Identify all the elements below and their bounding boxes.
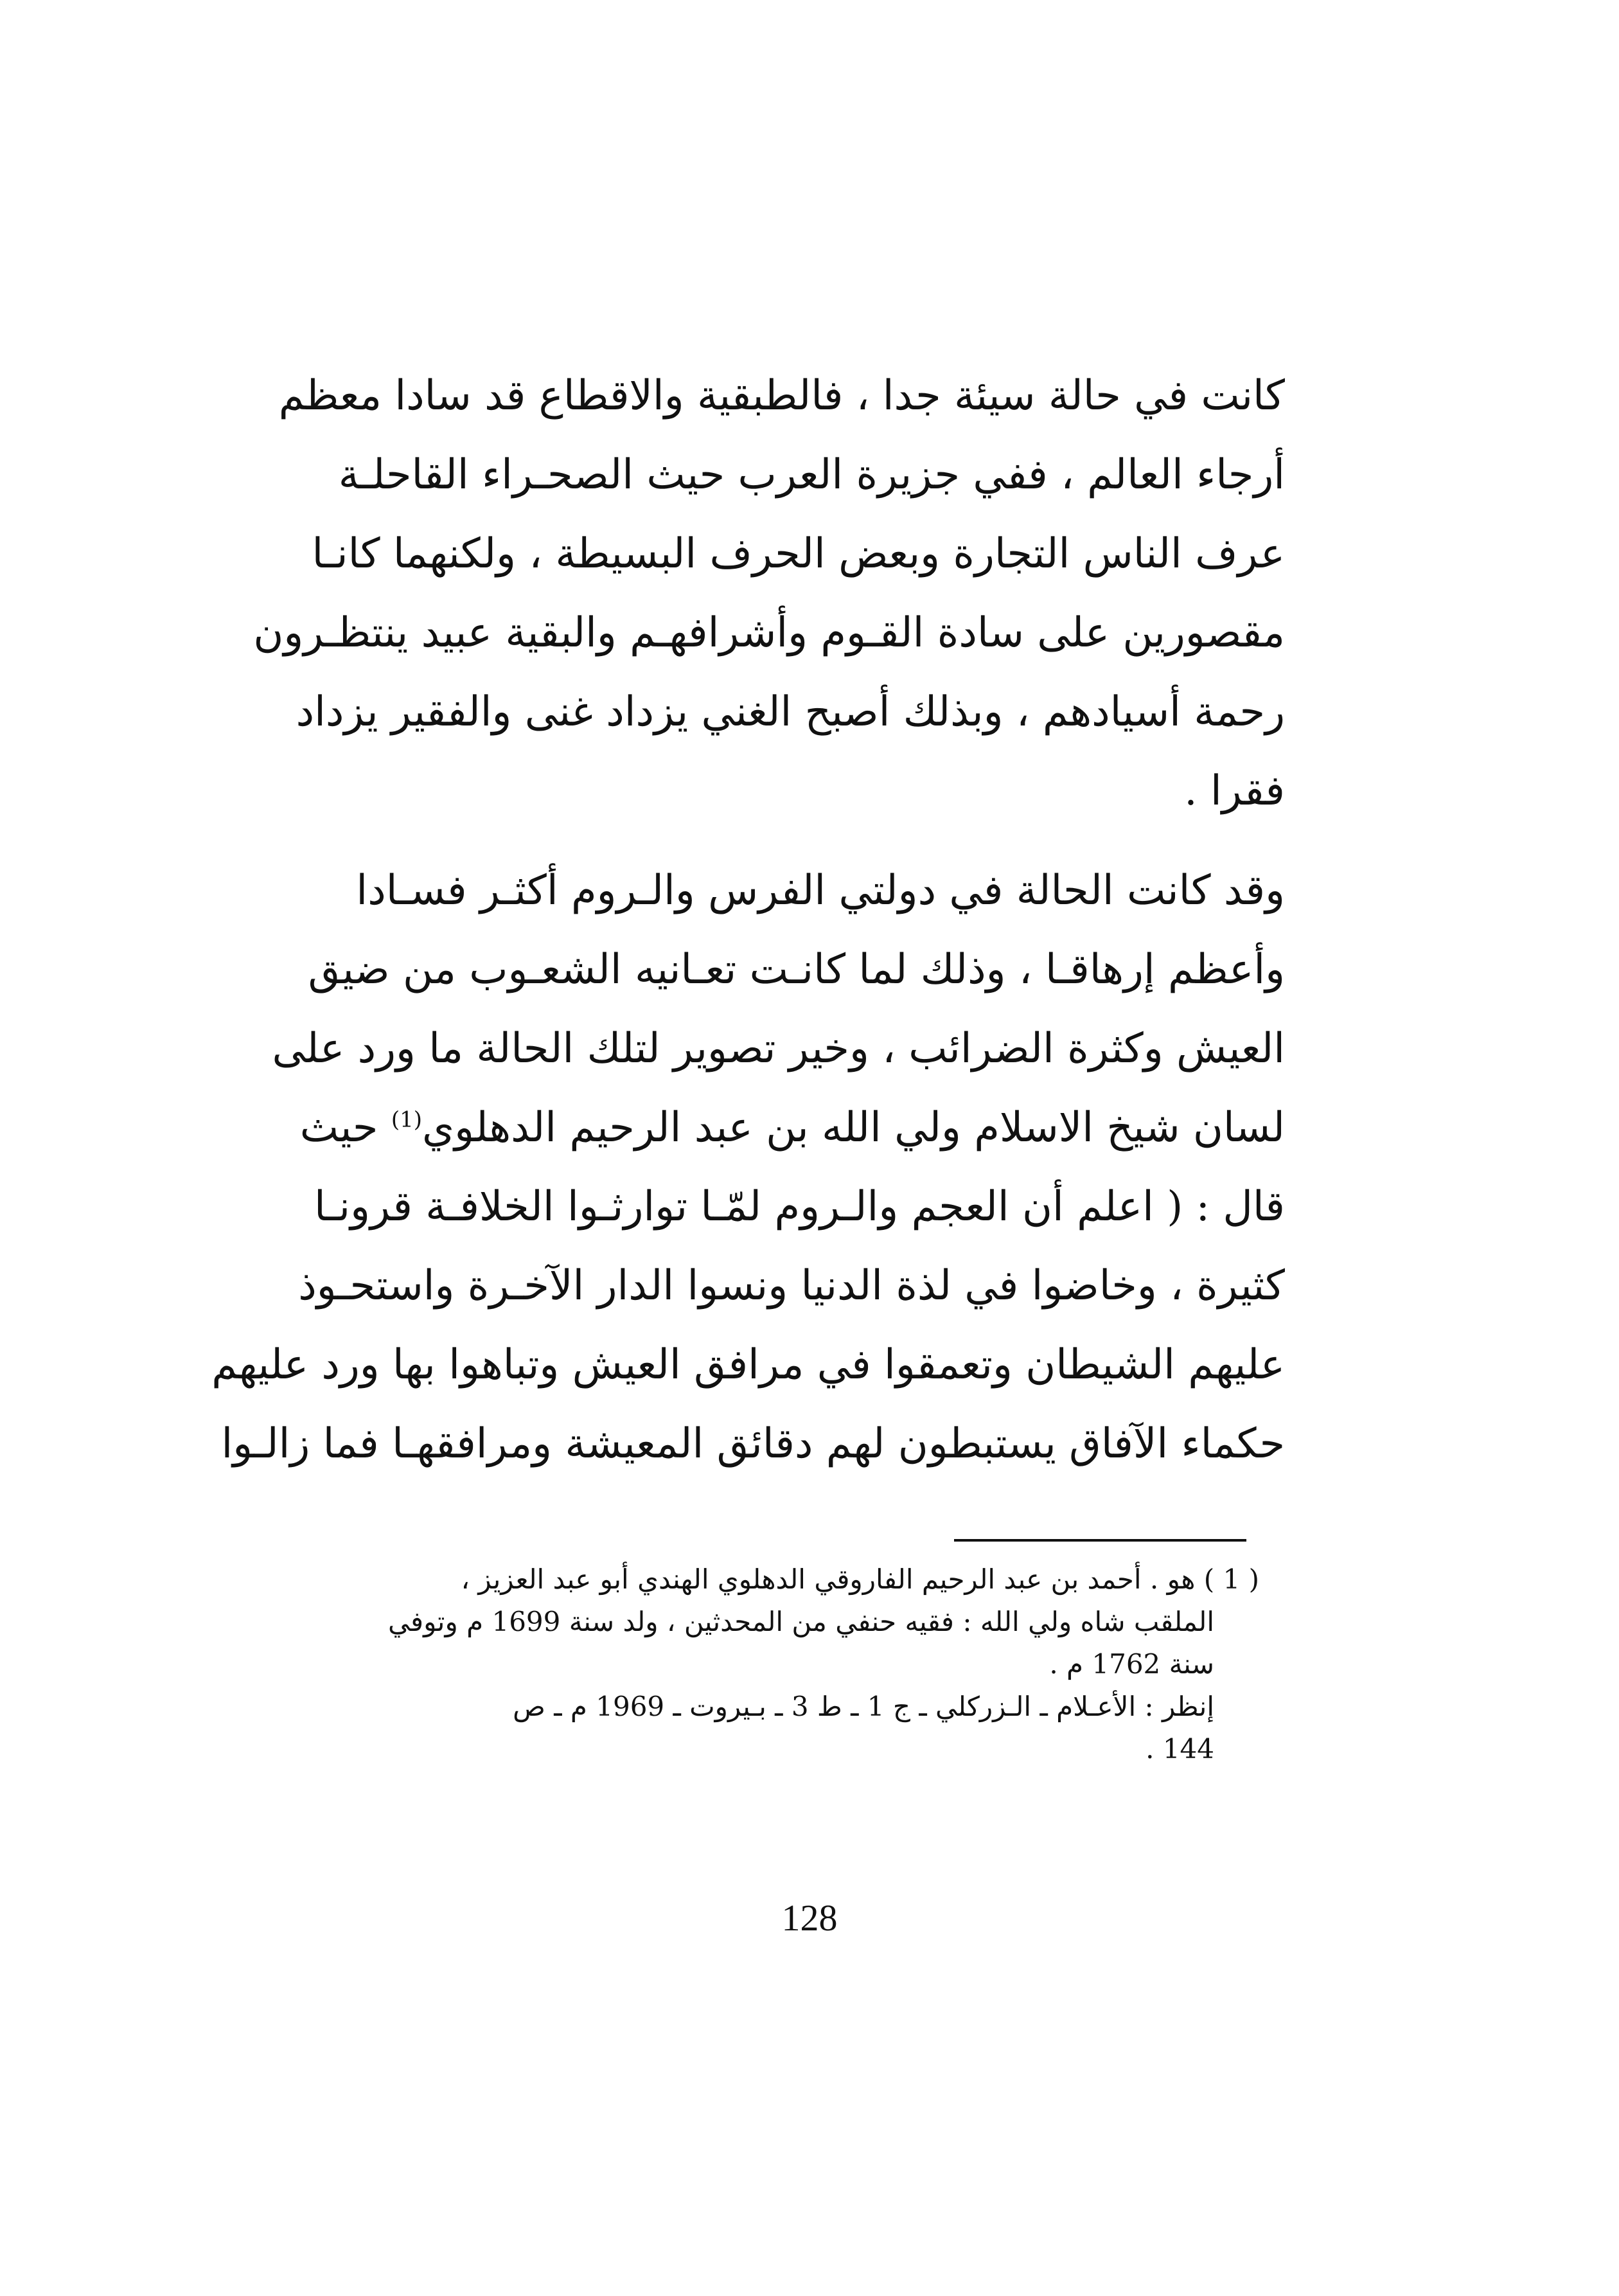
paragraph-1-line: عرف الناس التجارة وبعض الحرف البسيطة ، ولكنهما كانـا (312, 530, 1285, 578)
paragraph-1 (253, 357, 1285, 831)
paragraph-2-line: عليهم الشيطان وتعمقوا في مرافق العيش وتباهوا بها ورد عليهم (211, 1341, 1285, 1389)
paragraph-1-line: رحمة أسيادهم ، وبذلك أصبح الغني يزداد غنى والفقير يزداد (296, 688, 1285, 736)
paragraph-2-line: قال : ( اعلم أن العجم والـروم لمّـا توارثـوا الخلافـة قرونـا (314, 1183, 1285, 1231)
footnotes (321, 1558, 1259, 1770)
paragraph-2-line: كثيرة ، وخاضوا في لذة الدنيا ونسوا الدار الآخـرة واستحـوذ (298, 1262, 1285, 1310)
footnote-divider (954, 1539, 1246, 1542)
page-number: 128 (781, 1897, 838, 1939)
footnote-reference: (1) (391, 1107, 422, 1133)
paragraph-2-line: العيش وكثرة الضرائب ، وخير تصوير لتلك الحالة ما ورد على (272, 1025, 1285, 1072)
paragraph-2 (211, 851, 1285, 1484)
paragraph-2-line: وأعظم إرهاقـا ، وذلك لما كانـت تعـانيه الشعـوب من ضيق (308, 946, 1285, 993)
paragraph-1-line: أرجاء العالم ، ففي جزيرة العرب حيث الصحـراء القاحلـة (338, 451, 1285, 499)
paragraph-2-line: وقد كانت الحالة في دولتي الفرس والـروم أكثـر فسـادا (356, 867, 1285, 914)
line-text: لسان شيخ الاسلام ولي الله بن عبد الرحيم الدهلوي (422, 1104, 1285, 1152)
paragraph-1-line: مقصورين على سادة القـوم وأشرافهـم والبقية عبيد ينتظـرون (253, 609, 1285, 657)
footnote-line: إنظر : الأعـلام ـ الـزركلي ـ ج 1 ـ ط 3 ـ بـيروت ـ 1969 م ـ ص (513, 1691, 1214, 1722)
paragraph-1-line: كانت في حالة سيئة جدا ، فالطبقية والاقطاع قد سادا معظم (278, 372, 1285, 420)
paragraph-1-line: فقرا . (1184, 767, 1285, 815)
footnote-line: ( 1 ) هو . أحمد بن عبد الرحيم الفاروقي الدهلوي الهندي أبو عبد العزيز ، (461, 1563, 1259, 1595)
footnote-line: سنة 1762 م . (1049, 1648, 1214, 1680)
footnote-line: الملقب شاه ولي الله : فقيه حنفي من المحدثين ، ولد سنة 1699 م وتوفي (388, 1606, 1214, 1637)
line-text: حيث (299, 1104, 391, 1152)
footnote-line: 144 . (1146, 1733, 1214, 1765)
paragraph-2-line: حكماء الآفاق يستبطون لهم دقائق المعيشة ومرافقهـا فما زالـوا (221, 1420, 1285, 1468)
paragraph-2-line-with-footnote-ref (299, 1089, 1285, 1168)
